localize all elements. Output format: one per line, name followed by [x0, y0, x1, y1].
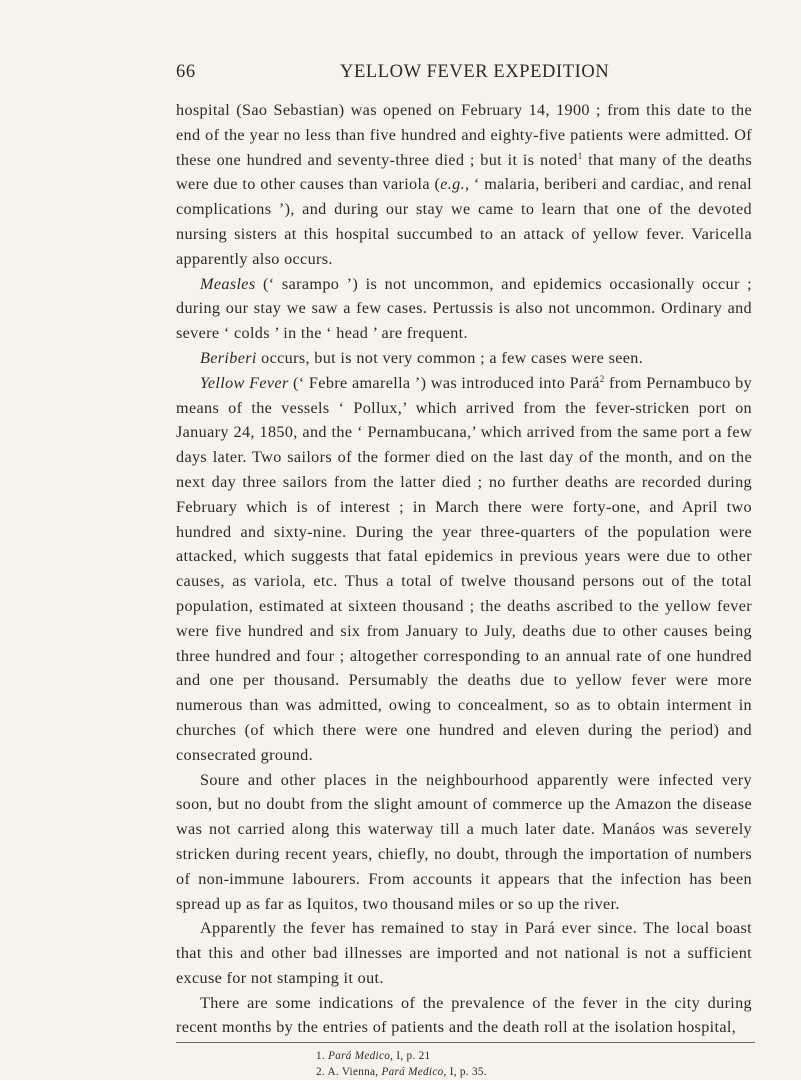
italic-text: Pará Medico: [381, 1066, 444, 1078]
text-run: 2. A. Vienna,: [316, 1066, 382, 1078]
body-text: [176, 98, 752, 1040]
footnote: [316, 1048, 487, 1064]
text-run: Apparently the fever has remained to stay in Pará ever since. The local boast that this and other bad illnesses are imported and not national is not a sufficient excuse for not stamping it out.: [176, 919, 752, 987]
text-run: from Pernambuco by means of the vessels ‘ Pollux,’ which arrived from the fever-stricken port on January 24, 1850, and the ‘ Pernambucana,’ which arrived from the same port a few days later. Two sailors of the former died on the last day of the month, and on the next day three sailors from the latter died ; no further deaths are recorded during February which is of interest ; in March there were forty-one, and April two hundred and sixty-nine. During the year three-quarters of the population were attacked, which suggests that fatal epidemics in previous years were due to other causes, as variola, etc. Thus a total of twelve thousand persons out of the total population, estimated at sixteen thousand ; the deaths ascribed to the yellow fever were five hundred and six from January to July, deaths due to other causes being three hundred and four ; altogether corresponding to an annual rate of one hundred and one per thousand. Persumably the deaths due to yellow fever were more numerous than was admitted, owing to concealment, so as to obtain interment in churches (of which there were one hundred and eleven during the period) and consecrated ground.: [176, 373, 753, 764]
paragraph: [176, 991, 752, 1041]
text-run: hospital (Sao Sebastian) was opened on February 14, 1900 ; from this date to the end of the year no less than five hundred and eighty-five patients were admitted. Of these one hundred and seventy-three died ; but it is noted: [176, 101, 752, 169]
text-run: , I, p. 21: [390, 1050, 431, 1062]
paragraph: [176, 916, 752, 990]
text-run: (‘ Febre amarella ’) was introduced into Pará: [288, 373, 600, 392]
text-run: 1.: [316, 1050, 329, 1062]
running-title: YELLOW FEVER EXPEDITION: [340, 62, 610, 82]
page-number: 66: [176, 62, 196, 82]
paragraph: [176, 371, 752, 768]
text-run: , ‘ malaria, beriberi and cardiac, and renal complications ’), and during our stay we came to learn that one of the devoted nursing sisters at this hospital succumbed to an attack of yellow fever. Varicella apparently also occurs.: [176, 175, 752, 268]
italic-text: e.g.: [440, 175, 465, 194]
text-run: that many of the deaths were due to other causes than variola (: [176, 150, 752, 194]
footnote-rule: [176, 1042, 755, 1043]
paragraph: [176, 272, 752, 346]
footnote: [316, 1064, 487, 1080]
paragraph: [176, 98, 752, 272]
text-run: Soure and other places in the neighbourhood apparently were infected very soon, but no doubt from the slight amount of commerce up the Amazon the disease was not carried along this waterway till a much later date. Manáos was severely stricken during recent years, chiefly, no doubt, through the importation of numbers of non-immune labourers. From accounts it appears that the infection has been spread up as far as Iquitos, two thousand miles or so up the river.: [176, 770, 752, 913]
footnote-marker: 2: [599, 373, 605, 384]
text-run: occurs, but is not very common ; a few cases were seen.: [256, 348, 644, 367]
italic-text: Beriberi: [200, 348, 257, 367]
text-run: There are some indications of the prevalence of the fever in the city during recent months by the entries of patients and the death roll at the isolation hospital,: [176, 993, 752, 1037]
text-run: (‘ sarampo ’) is not uncommon, and epidemics occasionally occur ; during our stay we saw a few cases. Pertussis is also not uncommon. Ordinary and severe ‘ colds ’ in the ‘ head ’ are frequent.: [176, 274, 752, 343]
italic-text: Pará Medico: [328, 1050, 391, 1062]
paragraph: [176, 346, 752, 371]
footnotes: [316, 1048, 487, 1080]
italic-text: Yellow Fever: [200, 373, 289, 392]
italic-text: Measles: [200, 274, 256, 293]
footnote-marker: 1: [577, 150, 583, 161]
text-run: , I, p. 35.: [443, 1066, 487, 1078]
paragraph: [176, 768, 752, 917]
